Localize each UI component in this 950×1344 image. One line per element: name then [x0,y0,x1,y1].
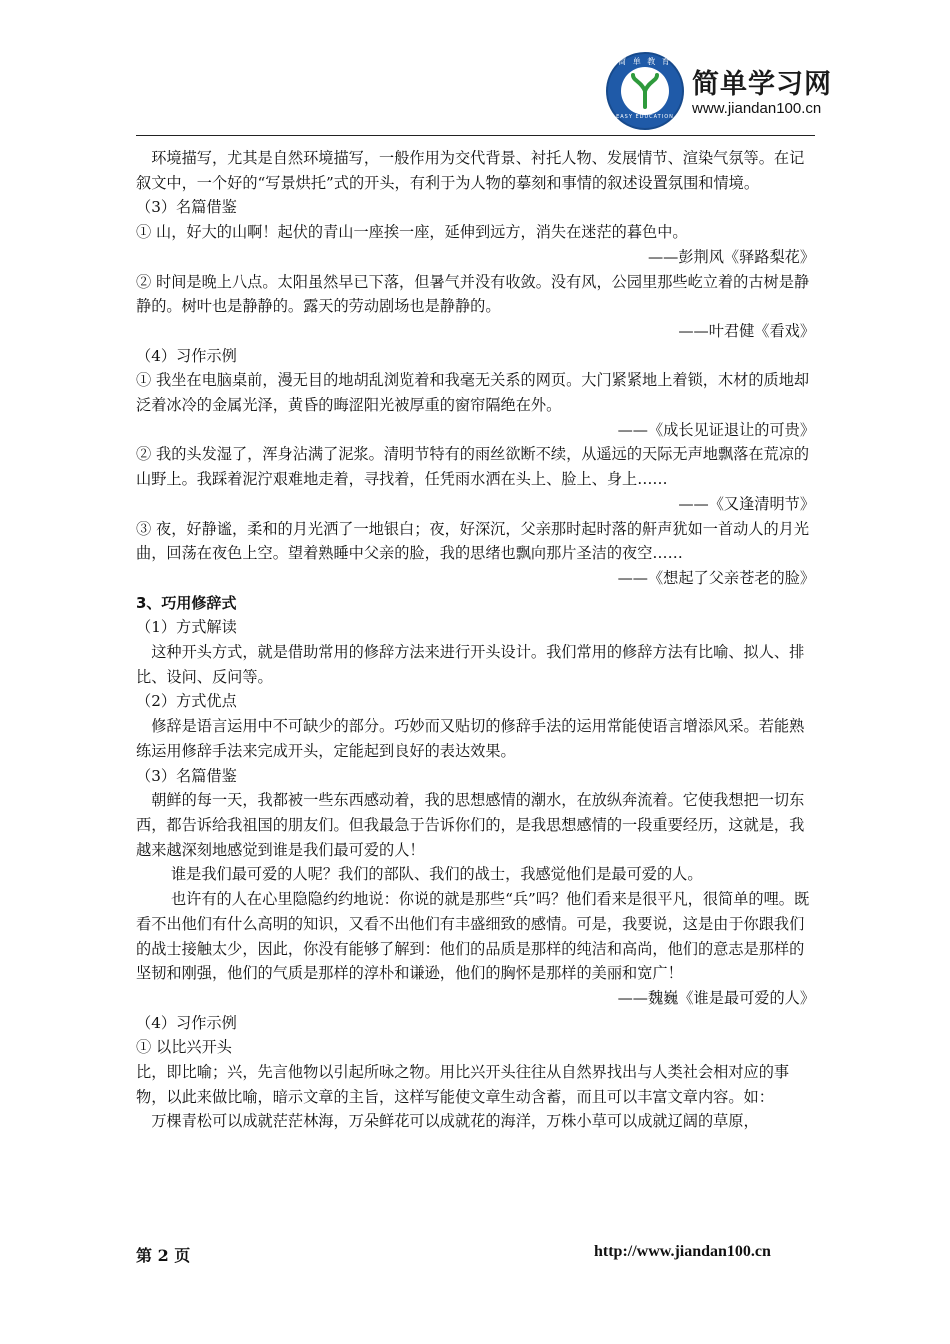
paragraph: 环境描写，尤其是自然环境描写，一般作用为交代背景、衬托人物、发展情节、渲染气氛等。在记叙文中，一个好的“写景烘托”式的开头，有利于为人物的摹刻和事情的叙述设置氛围和情境。 [136,149,805,192]
paragraph: 这种开头方式，就是借助常用的修辞方法来进行开头设计。我们常用的修辞方法有比喻、拟人、排比、设问、反问等。 [136,643,805,686]
paragraph: 朝鲜的每一天，我都被一些东西感动着，我的思想感情的潮水，在放纵奔流着。它使我想把一切东西，都告诉给我祖国的朋友们。但我最急于告诉你们的，是我思想感情的一段重要经历，这就是，我越来越深刻地感觉到谁是我们最可爱的人！ [136,791,805,859]
logo-title: 简单学习网 [692,69,832,100]
logo-badge-icon [606,52,684,130]
logo-url[interactable]: www.jiandan100.cn [692,100,822,117]
badge-text: 简 单 教 育 [618,57,672,66]
paragraph: 谁是我们最可爱的人呢？我们的部队、我们的战士，我感觉他们是最可爱的人。 [170,865,703,884]
footer-url-link[interactable]: http://www.jiandan100.cn [594,1243,771,1260]
badge-text-bottom: EASY EDUCATION [616,114,674,120]
paragraph: 修辞是语言运用中不可缺少的部分。巧妙而又贴切的修辞手法的运用常能使语言增添风采。若能熟练运用修辞手法来完成开头，定能起到良好的表达效果。 [136,717,805,760]
citation: ——叶君健《看戏》 [678,321,815,340]
subsection-heading: （3）名篇借鉴 [136,198,237,217]
site-logo[interactable] [606,52,832,138]
citation: ——《又逢清明节》 [678,494,815,513]
citation: ——《想起了父亲苍老的脸》 [617,568,815,587]
document-body [136,146,815,1134]
page-number: 第 2 页 [136,1246,191,1265]
citation: ——魏巍《谁是最可爱的人》 [617,988,815,1007]
paragraph: 万棵青松可以成就茫茫林海，万朵鲜花可以成就花的海洋，万株小草可以成就辽阔的草原， [151,1112,759,1131]
header-divider [136,135,815,136]
citation: ——彭荆风《驿路梨花》 [647,247,815,266]
example-item: ② 我的头发湿了，浑身沾满了泥浆。清明节特有的雨丝欲断不续，从遥远的天际无声地飘落在荒凉的山野上。我踩着泥泞艰难地走着，寻找着，任凭雨水洒在头上、脸上、身上…… [136,445,810,489]
example-item: ③ 夜，好静谧，柔和的月光洒了一地银白；夜，好深沉，父亲那时起时落的鼾声犹如一首动人的月光曲，回荡在夜色上空。望着熟睡中父亲的脸，我的思绪也飘向那片圣洁的夜空…… [136,519,810,563]
example-item: ① 山，好大的山啊！起伏的青山一座挨一座，延伸到远方，消失在迷茫的暮色中。 [136,223,688,242]
citation: ——《成长见证退让的可贵》 [617,420,815,439]
example-item: ① 我坐在电脑桌前，漫无目的地胡乱浏览着和我毫无关系的网页。大门紧紧地上着锁，木材的质地却泛着冰冷的金属光泽，黄昏的晦涩阳光被厚重的窗帘隔绝在外。 [136,371,810,415]
example-item: ② 时间是晚上八点。太阳虽然早已下落，但暑气并没有收敛。没有风，公园里那些屹立着的古树是静静的。树叶也是静静的。露天的劳动剧场也是静静的。 [136,272,810,316]
subsection-heading: （4）习作示例 [136,346,237,365]
subsection-heading: （2）方式优点 [136,692,237,711]
section-heading: 3、巧用修辞式 [136,593,237,612]
subsection-heading: （4）习作示例 [136,1013,237,1032]
example-item: ① 以比兴开头 [136,1038,232,1057]
subsection-heading: （3）名篇借鉴 [136,766,237,785]
paragraph: 也许有的人在心里隐隐约约地说：你说的就是那些“兵”吗？他们看来是很平凡，很简单的哩。既看不出他们有什么高明的知识，又看不出他们有丰盛细致的感情。可是，我要说，这是由于你跟我们的战士接触太少，因此，你没有能够了解到：他们的品质是那样的纯洁和高尚，他们的意志是那样的坚韧和刚强，他们的气质是那样的淳朴和谦逊，他们的胸怀是那样的美丽和宽广！ [136,890,810,983]
sprout-icon [621,67,669,115]
subsection-heading: （1）方式解读 [136,618,237,637]
paragraph: 比，即比喻；兴，先言他物以引起所咏之物。用比兴开头往往从自然界找出与人类社会相对应的事物，以此来做比喻，暗示文章的主旨，这样写能使文章生动含蓄，而且可以丰富文章内容。如： [136,1063,790,1106]
